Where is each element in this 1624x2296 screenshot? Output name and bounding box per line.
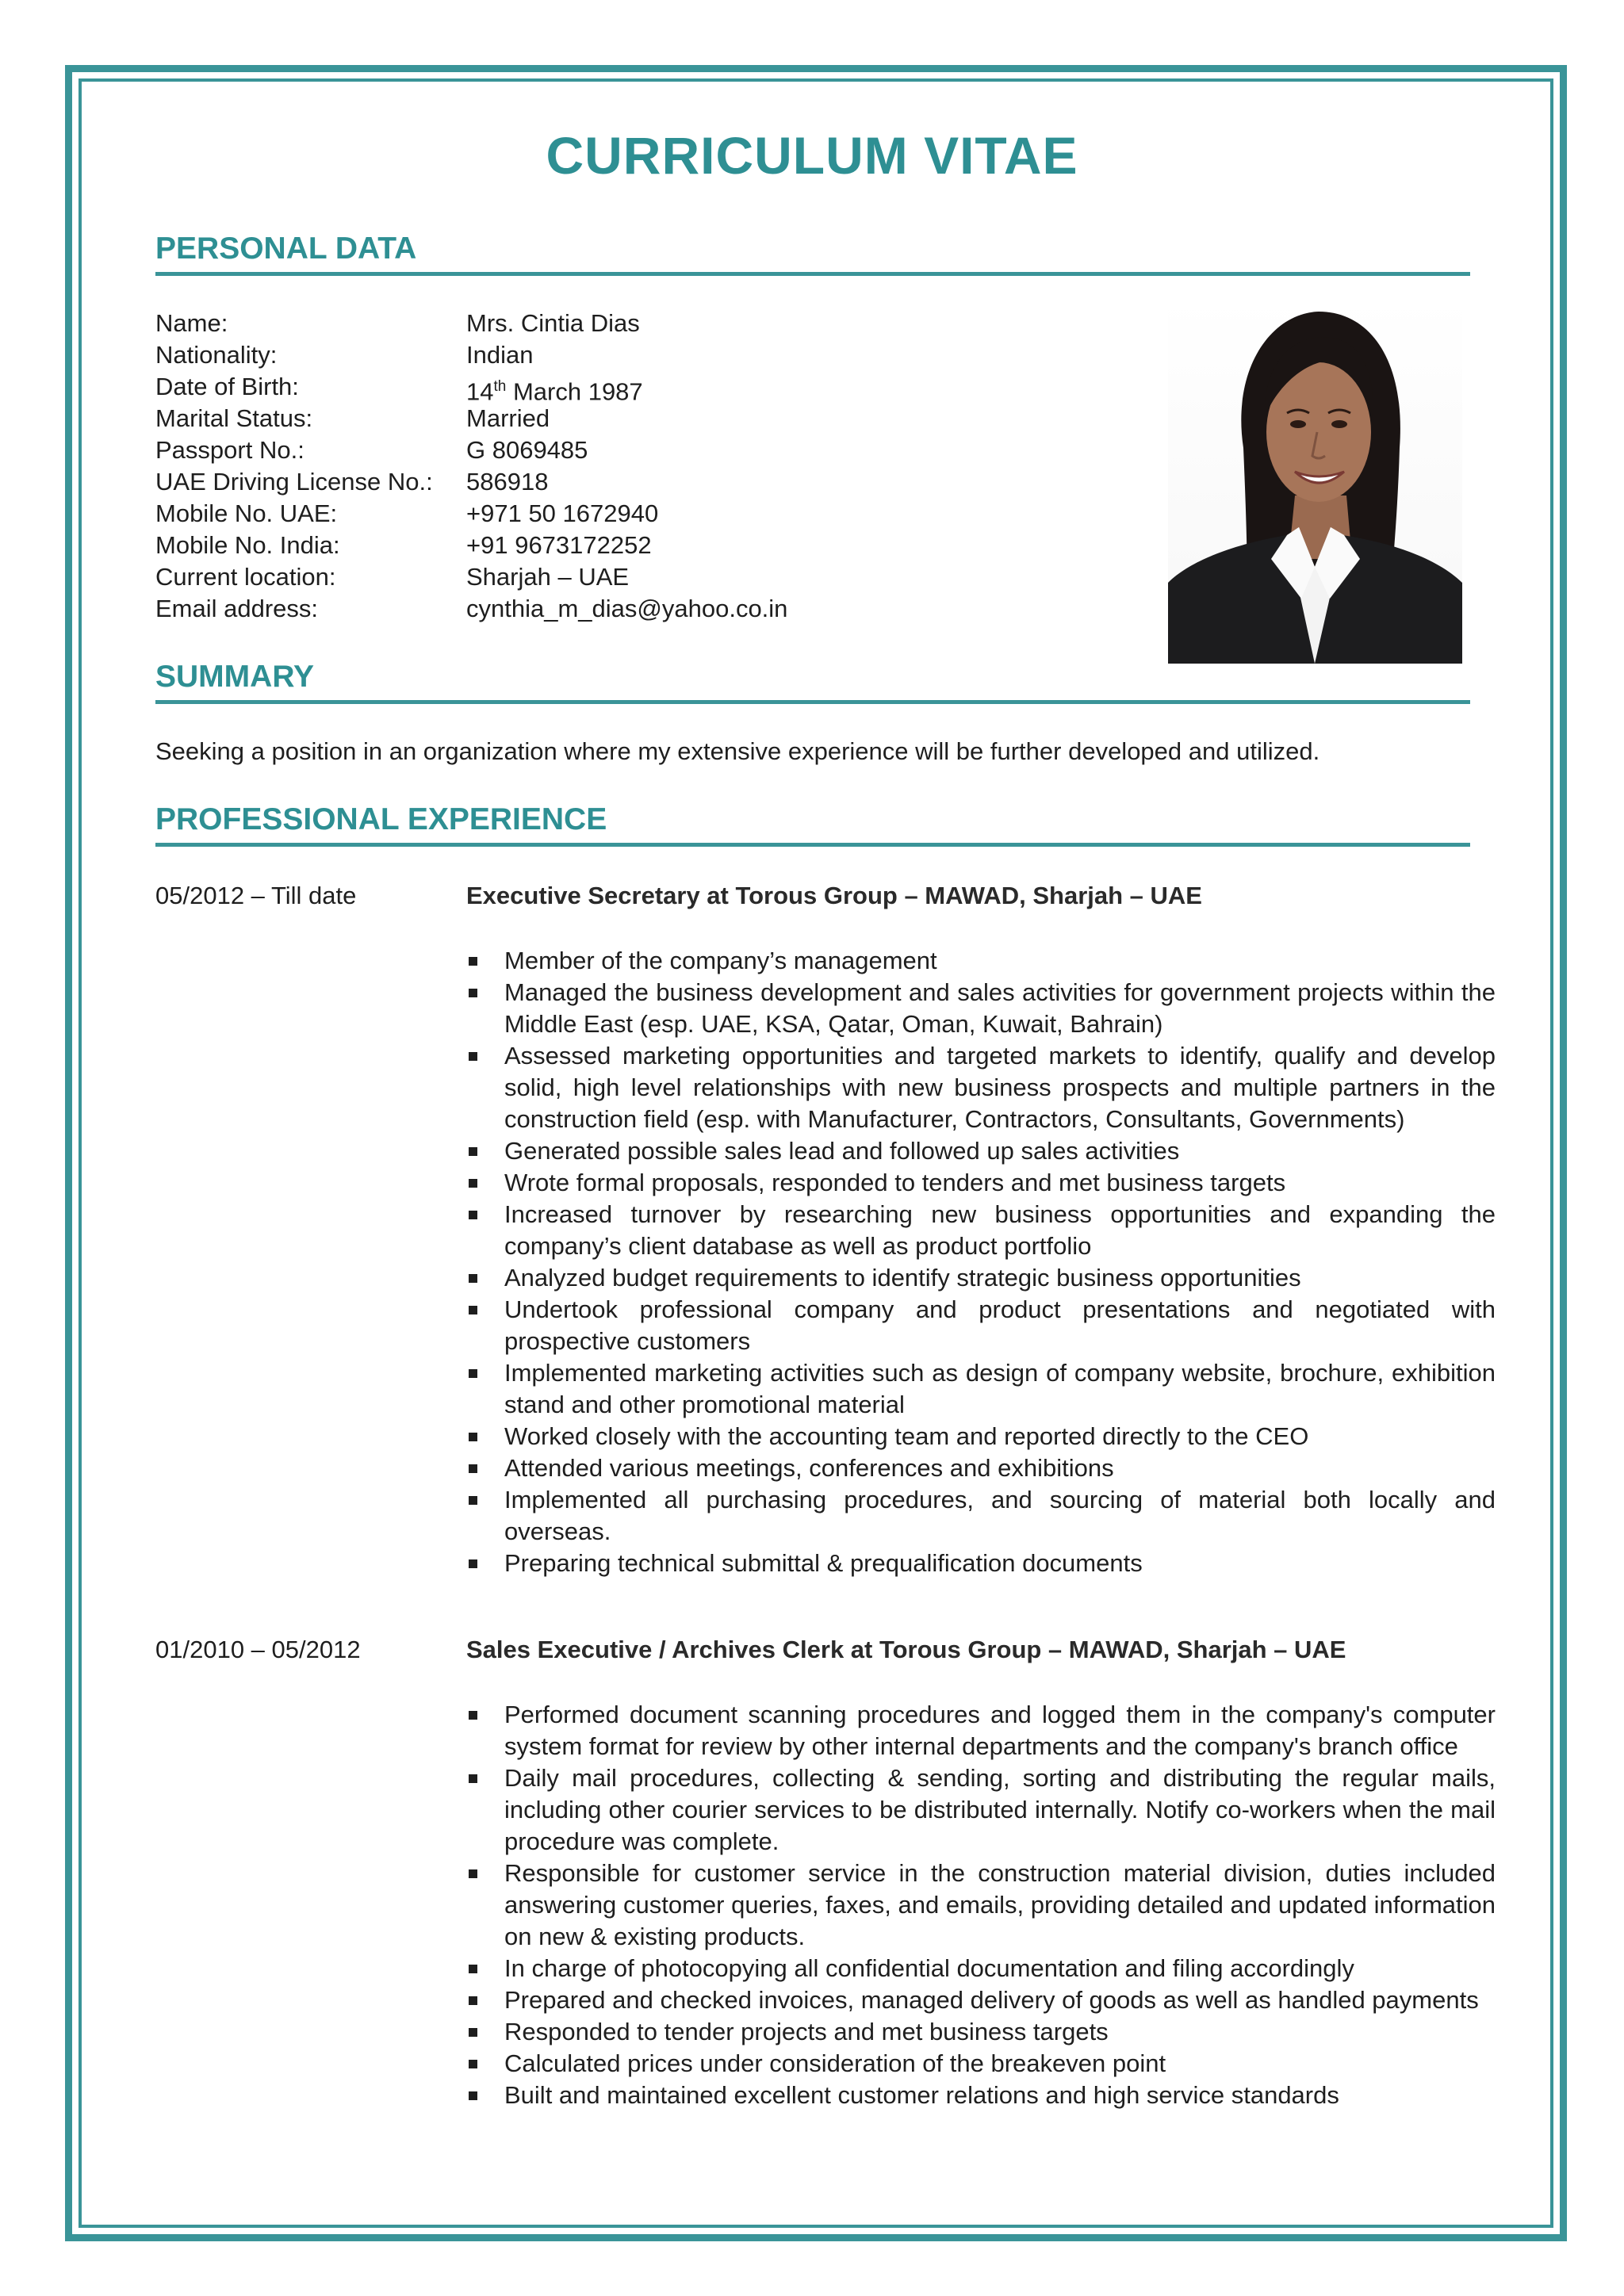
section-rule (155, 272, 1470, 276)
list-item: Attended various meetings, conferences and exhibitions (466, 1452, 1496, 1484)
document-title: CURRICULUM VITAE (546, 126, 1078, 185)
list-item: Responsible for customer service in the construction material division, duties included answering customer queries, faxes, and emails, providing detailed and updated information on new & existing products. (466, 1858, 1496, 1953)
date-of-birth-value: 14th March 1987 (466, 377, 643, 406)
section-heading-personal-data: PERSONAL DATA (155, 232, 417, 266)
list-item: Generated possible sales lead and followed up sales activities (466, 1135, 1496, 1167)
section-rule (155, 700, 1470, 704)
list-item: Implemented marketing activities such as design of company website, brochure, exhibition stand and other promotional material (466, 1357, 1496, 1421)
list-item: Undertook professional company and product presentations and negotiated with prospective customers (466, 1294, 1496, 1357)
job-title: Sales Executive / Archives Clerk at Torous Group – MAWAD, Sharjah – UAE (466, 1636, 1346, 1663)
list-item: Increased turnover by researching new business opportunities and expanding the company’s client database as well as product portfolio (466, 1199, 1496, 1262)
job-title: Executive Secretary at Torous Group – MAWAD, Sharjah – UAE (466, 882, 1202, 909)
job-responsibilities-list (466, 1699, 1496, 2111)
section-rule (155, 843, 1470, 847)
list-item: Daily mail procedures, collecting & sending, sorting and distributing the regular mails, including other courier services to be distributed internally. Notify co-workers when the mail procedure was complete. (466, 1762, 1496, 1858)
list-item: Prepared and checked invoices, managed delivery of goods as well as handled payments (466, 1984, 1496, 2016)
list-item: Managed the business development and sales activities for government projects within the Middle East (esp. UAE, KSA, Qatar, Oman, Kuwait, Bahrain) (466, 977, 1496, 1040)
section-heading-professional-experience: PROFESSIONAL EXPERIENCE (155, 802, 607, 836)
list-item: Performed document scanning procedures and logged them in the company's computer system format for review by other internal departments and the company's branch office (466, 1699, 1496, 1762)
list-item: Implemented all purchasing procedures, and sourcing of material both locally and overseas. (466, 1484, 1496, 1548)
list-item: Built and maintained excellent customer relations and high service standards (466, 2080, 1496, 2111)
list-item: Worked closely with the accounting team and reported directly to the CEO (466, 1421, 1496, 1452)
summary-text: Seeking a position in an organization where my extensive experience will be further developed and utilized. (155, 737, 1320, 765)
job-dates: 05/2012 – Till date (155, 882, 357, 909)
list-item: In charge of photocopying all confidential documentation and filing accordingly (466, 1953, 1496, 1984)
list-item: Calculated prices under consideration of the breakeven point (466, 2048, 1496, 2080)
list-item: Member of the company’s management (466, 945, 1496, 977)
profile-photo (1168, 297, 1462, 664)
job-dates: 01/2010 – 05/2012 (155, 1636, 361, 1663)
list-item: Assessed marketing opportunities and targeted markets to identify, qualify and develop solid, high level relationships with new business prospects and multiple partners in the construction field (esp. with Manufacturer, Contractors, Consultants, Governments) (466, 1040, 1496, 1135)
job-responsibilities-list (466, 945, 1496, 1579)
list-item: Preparing technical submittal & prequalification documents (466, 1548, 1496, 1579)
list-item: Analyzed budget requirements to identify strategic business opportunities (466, 1262, 1496, 1294)
list-item: Wrote formal proposals, responded to tenders and met business targets (466, 1167, 1496, 1199)
section-heading-summary: SUMMARY (155, 660, 315, 694)
list-item: Responded to tender projects and met business targets (466, 2016, 1496, 2048)
